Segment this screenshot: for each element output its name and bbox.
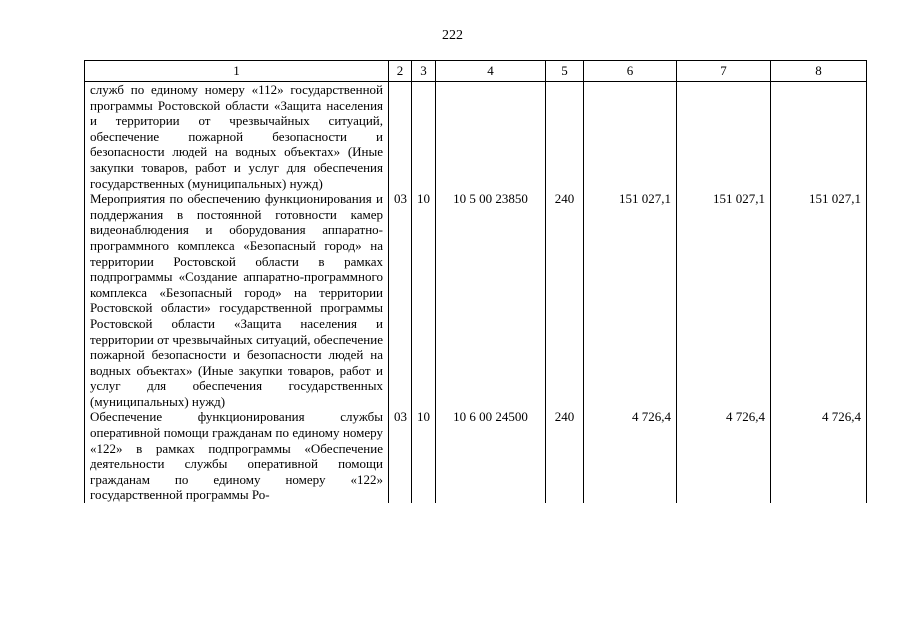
column-header-1: 1: [85, 61, 389, 82]
row-section: [389, 82, 412, 192]
row-amount-col6: [584, 82, 677, 192]
row-amount-col8: 151 027,1: [771, 191, 867, 409]
column-header-4: 4: [436, 61, 546, 82]
table-row: [85, 409, 867, 503]
row-target-article: 10 6 00 24500: [436, 409, 546, 503]
row-subsection: [412, 82, 436, 192]
column-header-5: 5: [546, 61, 584, 82]
row-expense-type: [546, 82, 584, 192]
row-description: Обеспечение функционирования службы оперативной помощи гражданам по единому номеру «122» в рамках подпрограммы «Обеспечение деятельности службы оперативной помощи гражданам по единому номеру «122» государственной программы Ро-: [85, 409, 389, 503]
row-subsection: 10: [412, 191, 436, 409]
row-expense-type: 240: [546, 191, 584, 409]
column-header-3: 3: [412, 61, 436, 82]
table-row: [85, 82, 867, 192]
row-amount-col7: [677, 82, 771, 192]
budget-table: [84, 60, 867, 503]
row-section: 03: [389, 409, 412, 503]
row-amount-col8: [771, 82, 867, 192]
page-number: 222: [442, 28, 463, 43]
row-description: служб по единому номеру «112» государственной программы Ростовской области «Защита населения и территории от чрезвычайных ситуаций, обеспечение пожарной безопасности и безопасности людей на водных объектах» (Иные закупки товаров, работ и услуг для обеспечения государственных (муниципальных) нужд): [85, 82, 389, 192]
row-target-article: 10 5 00 23850: [436, 191, 546, 409]
row-amount-col7: 4 726,4: [677, 409, 771, 503]
column-header-6: 6: [584, 61, 677, 82]
row-expense-type: 240: [546, 409, 584, 503]
column-header-7: 7: [677, 61, 771, 82]
row-amount-col8: 4 726,4: [771, 409, 867, 503]
row-amount-col6: 151 027,1: [584, 191, 677, 409]
column-header-8: 8: [771, 61, 867, 82]
row-amount-col6: 4 726,4: [584, 409, 677, 503]
row-section: 03: [389, 191, 412, 409]
table-row: [85, 191, 867, 409]
row-description: Мероприятия по обеспечению функционирования и поддержания в постоянной готовности камер видеонаблюдения и оборудования аппаратно-программного комплекса «Безопасный город» на территории Ростовской области в рамках подпрограммы «Создание аппаратно-программного комплекса «Безопасный город» на территории Ростовской области» государственной программы Ростовской области «Защита населения и территории от чрезвычайных ситуаций, обеспечение пожарной безопасности и безопасности людей на водных объектах» (Иные закупки товаров, работ и услуг для обеспечения государственных (муниципальных) нужд): [85, 191, 389, 409]
row-target-article: [436, 82, 546, 192]
column-header-2: 2: [389, 61, 412, 82]
row-subsection: 10: [412, 409, 436, 503]
row-amount-col7: 151 027,1: [677, 191, 771, 409]
table-header-row: [85, 61, 867, 82]
